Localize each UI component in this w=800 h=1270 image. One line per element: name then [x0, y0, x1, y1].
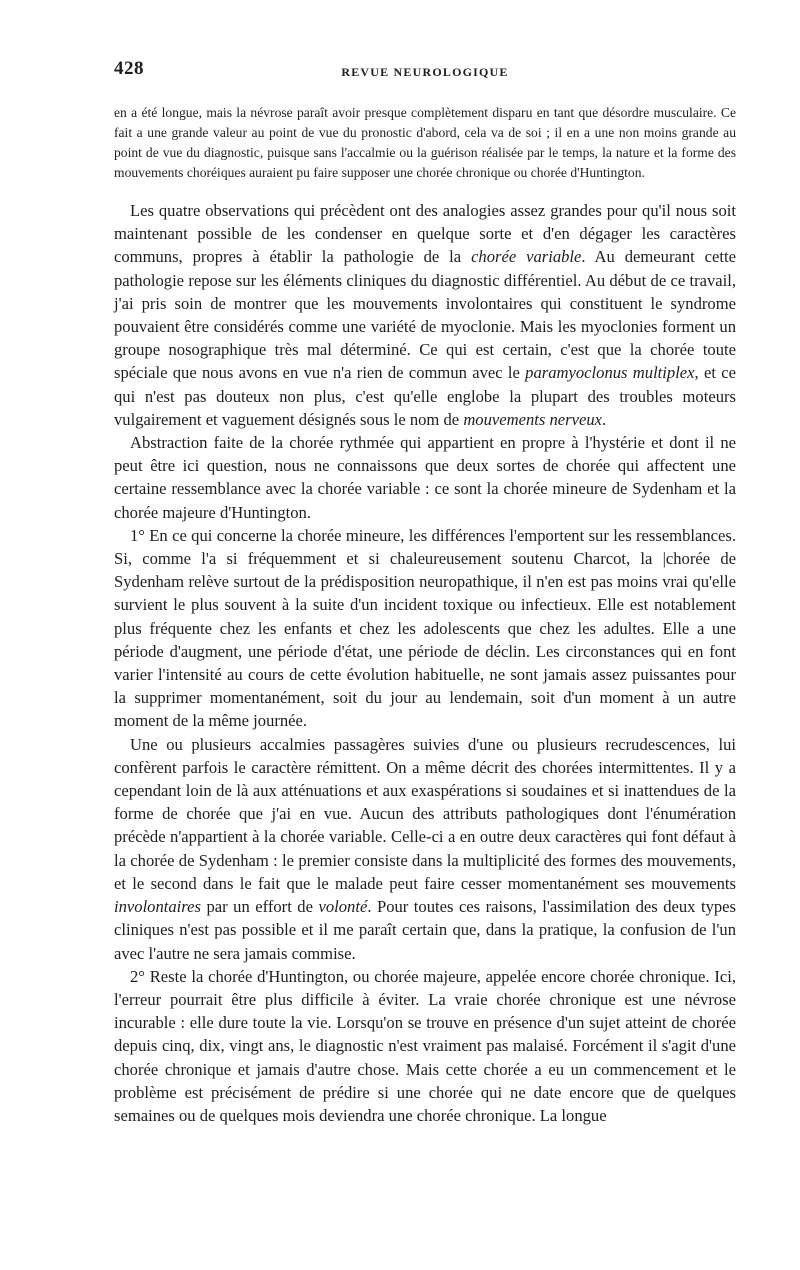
text-run: par un effort de — [200, 897, 319, 917]
paragraph-1 — [114, 199, 736, 431]
italic-term: paramyoclonus multiplex — [525, 363, 695, 383]
text-column — [114, 103, 736, 1127]
paragraph-4 — [114, 733, 736, 965]
text-run: Une ou plusieurs accalmies passagères suivies d'une ou plusieurs recrudescences, lui confèrent parfois le caractère rémittent. On a même décrit des chorées intermittentes. Il y a cependant loin de là aux atténuations et aux exaspérations si soudaines et si inattendues de la forme de chorée que j'ai en vue. Aucun des attributs pathologiques dont l'énumération précède n'appartient à la chorée variable. Celle-ci a en outre deux caractères qui font défaut à la chorée de Sydenham : le premier consiste dans la multiplicité des formes des mouvements, et le second dans le fait que le malade peut faire cesser momentanément ses mouvements — [114, 734, 736, 893]
paragraph-2: Abstraction faite de la chorée rythmée qui appartient en propre à l'hystérie et dont il ne peut être ici question, nous ne connaissons que deux sortes de chorée qui affectent une certaine ressemblance avec la chorée variable : ce sont la chorée mineure de Sydenham et la chorée majeure d'Huntington. — [114, 433, 736, 522]
text-run: . — [602, 409, 607, 429]
italic-term: mouvements nerveux — [463, 409, 602, 429]
page-number: 428 — [114, 58, 144, 79]
text-run: . Au demeurant cette pathologie repose sur les éléments cliniques du diagnostic différentiel. Au début de ce travail, j'ai pris soin de montrer que les mouvements involontaires qui constituent le syndrome pouvaient être considérés comme une variété de myoclonie. Mais les myoclonies forment un groupe nosographique très mal déterminé. Ce qui est certain, c'est que la chorée toute spéciale que nous avons en vue n'a rien de commun avec le — [114, 247, 736, 383]
text-run: Les quatre observations qui précèdent ont des analogies assez grandes pour qu'il nous soit maintenant possible de les condenser en quelque sorte et d'en dégager les caractères communs, propres à établir la pathologie de la — [114, 201, 736, 267]
page-header — [114, 58, 736, 84]
italic-term: volonté — [318, 897, 368, 917]
text-run: . Pour toutes ces raisons, l'assimilation des deux types cliniques n'est pas possible et il me paraît certain que, dans la pratique, la confusion de l'un avec l'autre ne sera jamais commise. — [114, 897, 736, 963]
paragraph-3: 1° En ce qui concerne la chorée mineure, les différences l'emportent sur les ressemblances. Si, comme l'a si fréquemment et si chaleureusement soutenu Charcot, la |chorée de Sydenham relève surtout de la prédisposition neuropathique, il n'en est pas moins vrai qu'elle survient le plus souvent à la suite d'un incident toxique ou infectieux. Elle est notablement plus fréquente chez les enfants et chez les adolescents que chez les adultes. Elle a une période d'augment, une période d'état, une période de déclin. Les circonstances qui en font varier l'intensité au cours de cette évolution habituelle, ne sont jamais assez puissantes pour la supprimer momentanément, soit du jour au lendemain, soit d'un moment à un autre moment de la même journée. — [114, 525, 736, 731]
intro-paragraph: en a été longue, mais la névrose paraît avoir presque complètement disparu en tant que désordre musculaire. Ce fait a une grande valeur au point de vue du pronostic d'abord, cela va de soi ; il en a une non moins grande au point de vue du diagnostic, puisque sans l'accalmie ou la guérison réalisée par le temps, la nature et la forme des mouvements choréiques auraient pu faire supposer une chorée chronique ou chorée d'Huntington. — [114, 105, 736, 180]
running-head: REVUE NEUROLOGIQUE — [341, 65, 509, 79]
italic-term: chorée variable — [471, 247, 582, 267]
paragraph-5: 2° Reste la chorée d'Huntington, ou chorée majeure, appelée encore chorée chronique. Ici, l'erreur pourrait être plus difficile à éviter. La vraie chorée chronique est une névrose incurable : elle dure toute la vie. Lorsqu'on se trouve en présence d'un sujet atteint de chorée depuis cinq, dix, vingt ans, le diagnostic n'est vraiment pas malaisé. Forcément il s'agit d'une chorée chronique et jamais d'autre chose. Mais cette chorée a eu un commencement et le problème est précisément de prédire si une chorée qui ne date encore que de quelques semaines ou de quelques mois deviendra une chorée chronique. La longue — [114, 966, 736, 1125]
text-run: , et ce qui n'est pas douteux non plus, c'est qu'elle englobe la plupart des troubles moteurs vulgairement et vaguement désignés sous le nom de — [114, 363, 736, 429]
italic-term: involontaires — [114, 897, 201, 917]
